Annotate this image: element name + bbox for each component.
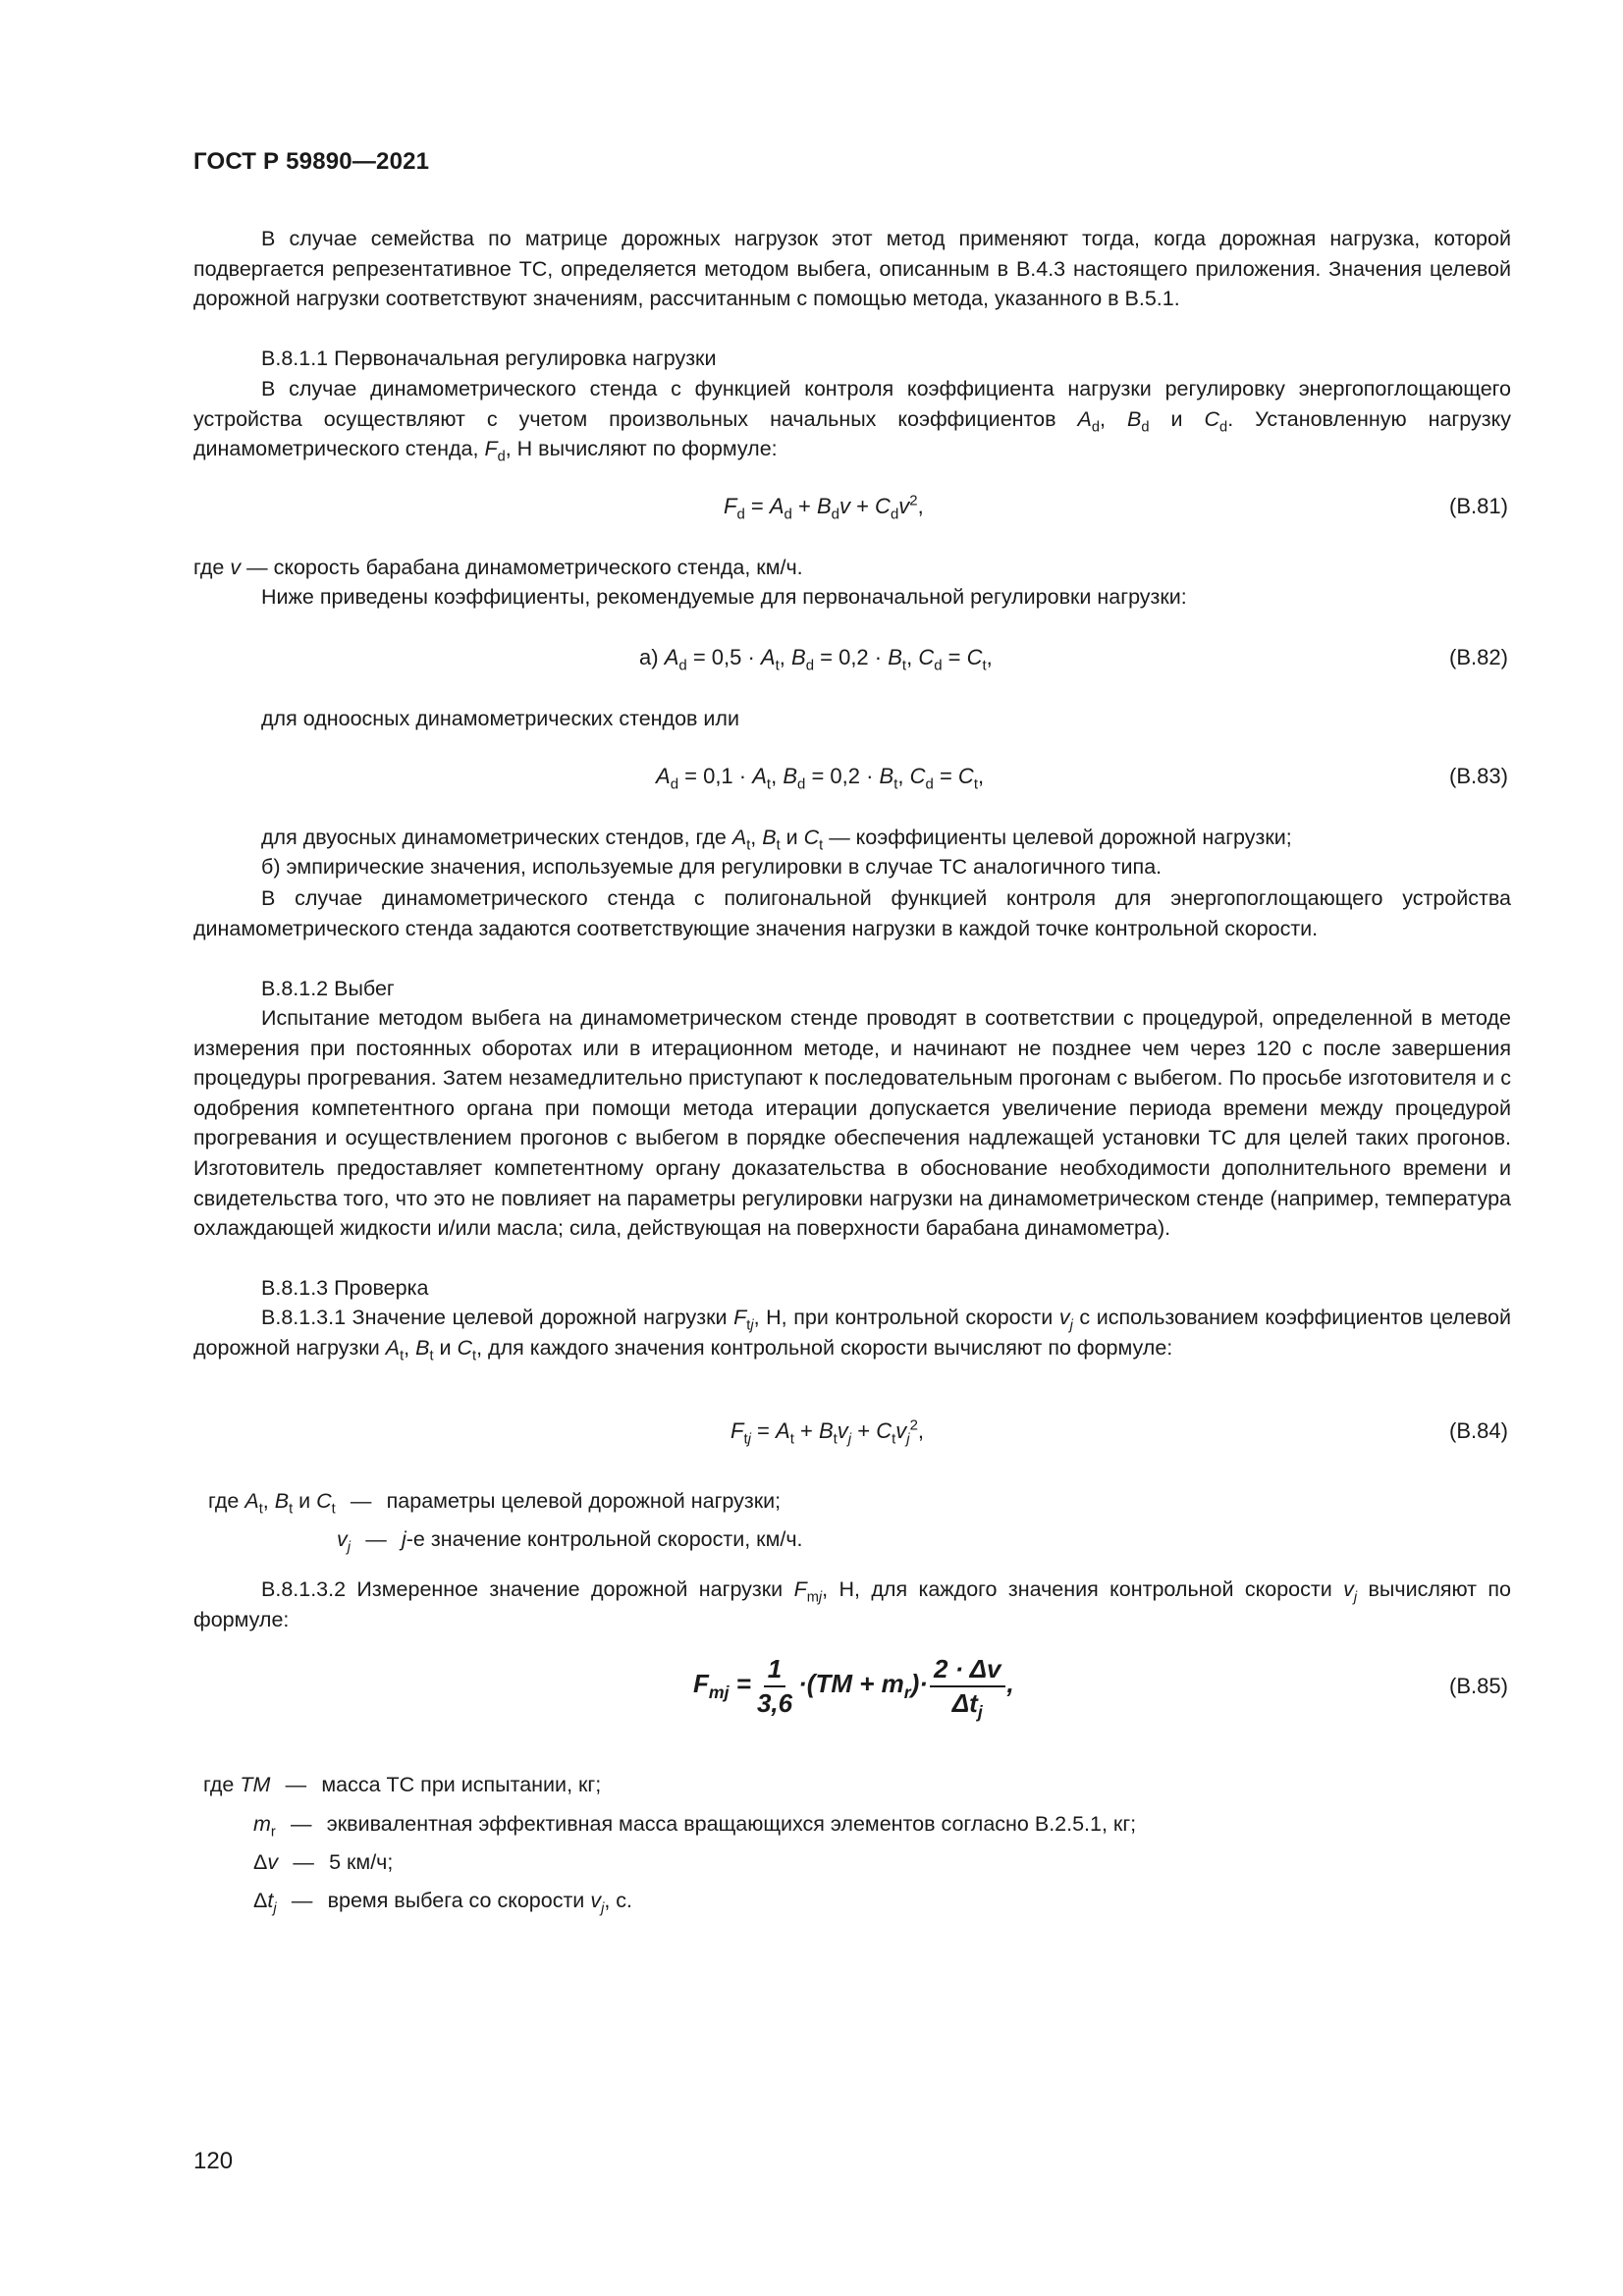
equation-b82: а) $A_d = 0,5 \cdot A_t$, $B_d = 0,2 \cdot B_t$, $C_d = C_t$, [639, 645, 993, 674]
equation-number-b83: (В.83) [1449, 764, 1508, 788]
definition-mr: $m_r$ — эквивалентная эффективная масса вращающихся элементов согласно В.2.5.1, кг; [253, 1812, 1137, 1841]
equation-number-b85: (В.85) [1449, 1674, 1508, 1698]
fraction-one-over-three-six: $\frac{1}{3,6}$ [756, 1654, 793, 1718]
equation-b81: $F_d = A_d + B_dv + C_dv^2$, [724, 492, 924, 523]
heading-b813: В.8.1.3 Проверка [261, 1276, 429, 1300]
definition-dv: Δv — 5 км/ч; [253, 1850, 394, 1874]
where-v-text: — скорость барабана динамометрического стенда, км/ч. [246, 556, 803, 579]
para2-start: В случае динамометрического стенда с функцией контроля коэффициента нагрузки регулировку энергопоглощающего устройства осуществляют с учетом произвольных начальных коэффициентов [193, 377, 1511, 431]
heading-b812: В.8.1.2 Выбег [261, 977, 395, 1000]
single-axis-text: для одноосных динамометрических стендов или [261, 707, 739, 730]
where-v-definition: где v — скорость барабана динамометрического стенда, км/ч. [193, 556, 803, 579]
paragraph-b8132: В.8.1.3.2 Измеренное значение дорожной нагрузки $F_{mj}$, Н, для каждого значения контрольной скорости $v_j$ вычисляют по формуле: [193, 1577, 1511, 1631]
empirical-values-text: б) эмпирические значения, используемые для регулировки в случае ТС аналогичного типа. [261, 855, 1163, 879]
page-number: 120 [193, 2148, 234, 2174]
paragraph-b8131: В.8.1.3.1 Значение целевой дорожной нагрузки $F_{tj}$, Н, при контрольной скорости $v_j$ с использованием коэффициентов целевой дорожной нагрузки $A_t$, $B_t$ и $C_t$, для каждого значения контрольной скорости вычисляют по формуле: [193, 1306, 1511, 1363]
equation-number-b84: (В.84) [1449, 1418, 1508, 1443]
paragraph-coastdown: Испытание методом выбега на динамометрическом стенде проводят в соответствии с процедурой, определенной в методе измерения при постоянных оборотах или в итерационном методе, и начинают не позднее чем через 120 с после завершения процедуры прогревания. Затем незамедлительно приступают к последовательным прогонам с выбегом. По просьбе изготовителя и с одобрения компетентного органа при помощи метода итерации допускается увеличение периода времени между процедурой прогревания и осуществлением прогонов с выбегом в порядке обеспечения надлежащей установки ТС для целей таких прогонов. Изготовитель предоставляет компетентному органу доказательства в обоснование необходимости дополнительного времени и свидетельства того, что это не повлияет на параметры регулировки нагрузки на динамометрическом стенде (например, температура охлаждающей жидкости и/или масла; сила, действующая на поверхности барабана динамометра). [193, 1006, 1511, 1241]
definition-params: где $A_t$, $B_t$ и $C_t$ — параметры целевой дорожной нагрузки; [208, 1489, 782, 1518]
equation-b85: $F_{mj}$ = $\frac{1}{3,6}$ $\cdot(TM + m_r)\cdot$ $\frac{2 \cdot \Delta v}{\Delta t_j}$ , [693, 1654, 1014, 1723]
equation-number-b82: (В.82) [1449, 645, 1508, 669]
definition-vj-text: -е значение контрольной скорости, км/ч. [406, 1527, 803, 1551]
definition-params-text: параметры целевой дорожной нагрузки; [386, 1489, 782, 1513]
equation-number-b81: (В.81) [1449, 494, 1508, 518]
fraction-delta-v-over-delta-t: $\frac{2 \cdot \Delta v}{\Delta t_j}$ [930, 1654, 1005, 1719]
definition-dt-text: время выбега со скорости [327, 1889, 585, 1912]
definition-dt: $\Delta t_j$ — время выбега со скорости $v_j$, с. [253, 1889, 632, 1917]
para2-end: Н вычисляют по формуле: [516, 437, 778, 461]
dual-axis-text: для двуосных динамометрических стендов, где $A_t$, $B_t$ и $C_t$ — коэффициенты целевой дорожной нагрузки; [261, 826, 1292, 854]
definition-dv-text: 5 км/ч; [329, 1850, 394, 1874]
document-header: ГОСТ Р 59890—2021 [193, 148, 430, 175]
para2-mid: Установленную нагрузку динамометрического стенда, [193, 406, 1511, 461]
paragraph-initial-adjustment: В случае динамометрического стенда с функцией контроля коэффициента нагрузки регулировку энергопоглощающего устройства осуществляют с учетом произвольных начальных коэффициентов $A_d$, $B_d$ и $C_d$. Установленную нагрузку динамометрического стенда, $F_d$, Н вычисляют по формуле: [193, 377, 1511, 465]
definition-mr-text: эквивалентная эффективная масса вращающихся элементов согласно В.2.5.1, кг; [326, 1812, 1137, 1836]
heading-b811: В.8.1.1 Первоначальная регулировка нагрузки [261, 347, 717, 370]
paragraph-intro: В случае семейства по матрице дорожных нагрузок этот метод применяют тогда, когда дорожная нагрузка, которой подвергается репрезентативное ТС, определяется методом выбега, описанным в В.4.3 настоящего приложения. Значения целевой дорожной нагрузки соответствуют значениям, рассчитанным с помощью метода, указанного в В.5.1. [193, 227, 1511, 311]
equation-b83: $A_d = 0,1 \cdot A_t$, $B_d = 0,2 \cdot B_t$, $C_d = C_t$, [656, 764, 985, 793]
definition-tm: где TM — масса ТС при испытании, кг; [203, 1773, 602, 1796]
equation-b84: $F_{tj} = A_t + B_tv_j + C_tv_j^2$, [730, 1416, 925, 1448]
coefficients-intro: Ниже приведены коэффициенты, рекомендуемые для первоначальной регулировки нагрузки: [261, 585, 1187, 609]
dual-axis-end: — коэффициенты целевой дорожной нагрузки; [829, 826, 1292, 849]
paragraph-polygonal: В случае динамометрического стенда с полигональной функцией контроля для энергопоглощающего устройства динамометрического стенда задаются соответствующие значения нагрузки в каждой точке контрольной скорости. [193, 886, 1511, 940]
definition-tm-text: масса ТС при испытании, кг; [321, 1773, 602, 1796]
definition-vj: $v_j$ — j-е значение контрольной скорости, км/ч. [337, 1527, 803, 1556]
